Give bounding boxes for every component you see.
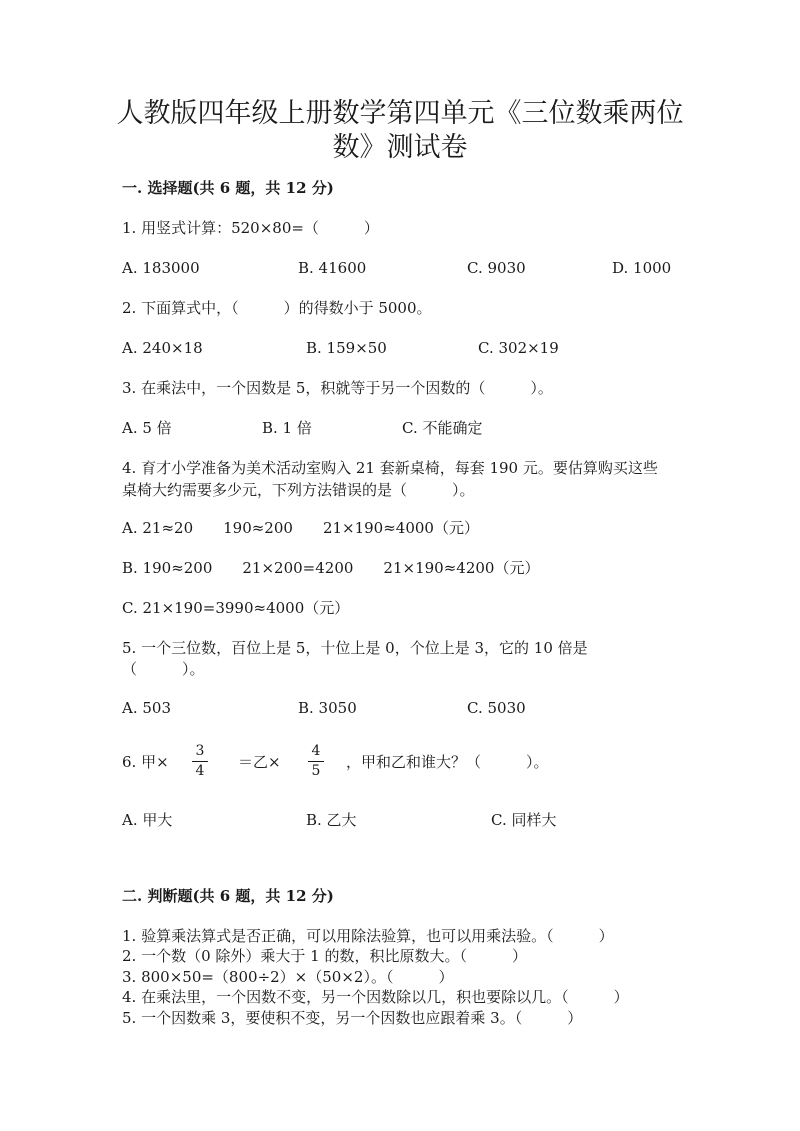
fraction-2-bar — [308, 761, 324, 762]
fraction-2-denominator: 5 — [311, 763, 321, 779]
judgment-item-3: 3. 800×50=（800÷2）×（50×2）。（ ） — [122, 968, 454, 986]
question-2-option-b: B. 159×50 — [306, 339, 387, 357]
question-1-option-b: B. 41600 — [298, 259, 367, 277]
page-title-line-2: 数》测试卷 — [332, 132, 468, 163]
question-5-stem-line-1: 5. 一个三位数，百位上是 5，十位上是 0，个位上是 3，它的 10 倍是 — [122, 639, 588, 657]
page-title-line-1: 人教版四年级上册数学第四单元《三位数乘两位 — [116, 98, 684, 129]
question-6-option-a: A. 甲大 — [122, 811, 173, 829]
question-5-stem-line-2: （ ）。 — [122, 660, 205, 678]
judgment-item-1: 1. 验算乘法算式是否正确，可以用除法验算，也可以用乘法验。（ ） — [122, 927, 614, 945]
question-4-stem-line-2: 桌椅大约需要多少元，下列方法错误的是（ ）。 — [122, 481, 475, 499]
question-3-option-b: B. 1 倍 — [262, 419, 312, 437]
question-5-option-b: B. 3050 — [298, 699, 357, 717]
fraction-four-fifths — [304, 743, 328, 780]
question-1-option-a: A. 183000 — [122, 259, 200, 277]
question-2-option-a: A. 240×18 — [122, 339, 203, 357]
question-4-option-a: A. 21≈20 190≈200 21×190≈4000（元） — [122, 519, 479, 537]
question-4-option-c: C. 21×190=3990≈4000（元） — [122, 599, 350, 617]
fraction-1-numerator: 3 — [195, 743, 205, 759]
question-2-option-c: C. 302×19 — [478, 339, 559, 357]
question-1-option-d: D. 1000 — [612, 259, 672, 277]
judgment-item-2: 2. 一个数（0 除外）乘大于 1 的数，积比原数大。（ ） — [122, 947, 527, 965]
judgment-item-5: 5. 一个因数乘 3，要使积不变，另一个因数也应跟着乘 3。（ ） — [122, 1009, 583, 1027]
question-6-option-b: B. 乙大 — [306, 811, 357, 829]
question-3-option-a: A. 5 倍 — [122, 419, 172, 437]
question-3-stem: 3. 在乘法中，一个因数是 5，积就等于另一个因数的（ ）。 — [122, 379, 553, 397]
question-6-option-c: C. 同样大 — [491, 811, 557, 829]
fraction-three-quarters — [188, 743, 212, 780]
fraction-1-bar — [192, 761, 208, 762]
question-2-stem: 2. 下面算式中，（ ）的得数小于 5000。 — [122, 299, 432, 317]
section-heading-choice: 一. 选择题(共 6 题，共 12 分) — [122, 179, 334, 197]
judgment-item-4: 4. 在乘法里，一个因数不变，另一个因数除以几，积也要除以几。（ ） — [122, 988, 629, 1006]
fraction-1-denominator: 4 — [195, 763, 205, 779]
section-heading-true-false: 二. 判断题(共 6 题，共 12 分) — [122, 887, 334, 905]
question-1-option-c: C. 9030 — [467, 259, 526, 277]
question-6-stem-prefix: 6. 甲× — [122, 753, 169, 771]
question-6-stem-middle: ＝乙× — [238, 753, 281, 771]
question-3-option-c: C. 不能确定 — [402, 419, 483, 437]
question-5-option-a: A. 503 — [122, 699, 171, 717]
fraction-2-numerator: 4 — [311, 743, 321, 759]
question-4-option-b: B. 190≈200 21×200=4200 21×190≈4200（元） — [122, 559, 540, 577]
question-6-stem-suffix: ，甲和乙和谁大？（ ）。 — [346, 753, 549, 771]
question-5-option-c: C. 5030 — [467, 699, 526, 717]
question-1-stem: 1. 用竖式计算：520×80=（ ） — [122, 219, 379, 237]
question-4-stem-line-1: 4. 育才小学准备为美术活动室购入 21 套新桌椅，每套 190 元。要估算购买这些 — [122, 459, 658, 477]
